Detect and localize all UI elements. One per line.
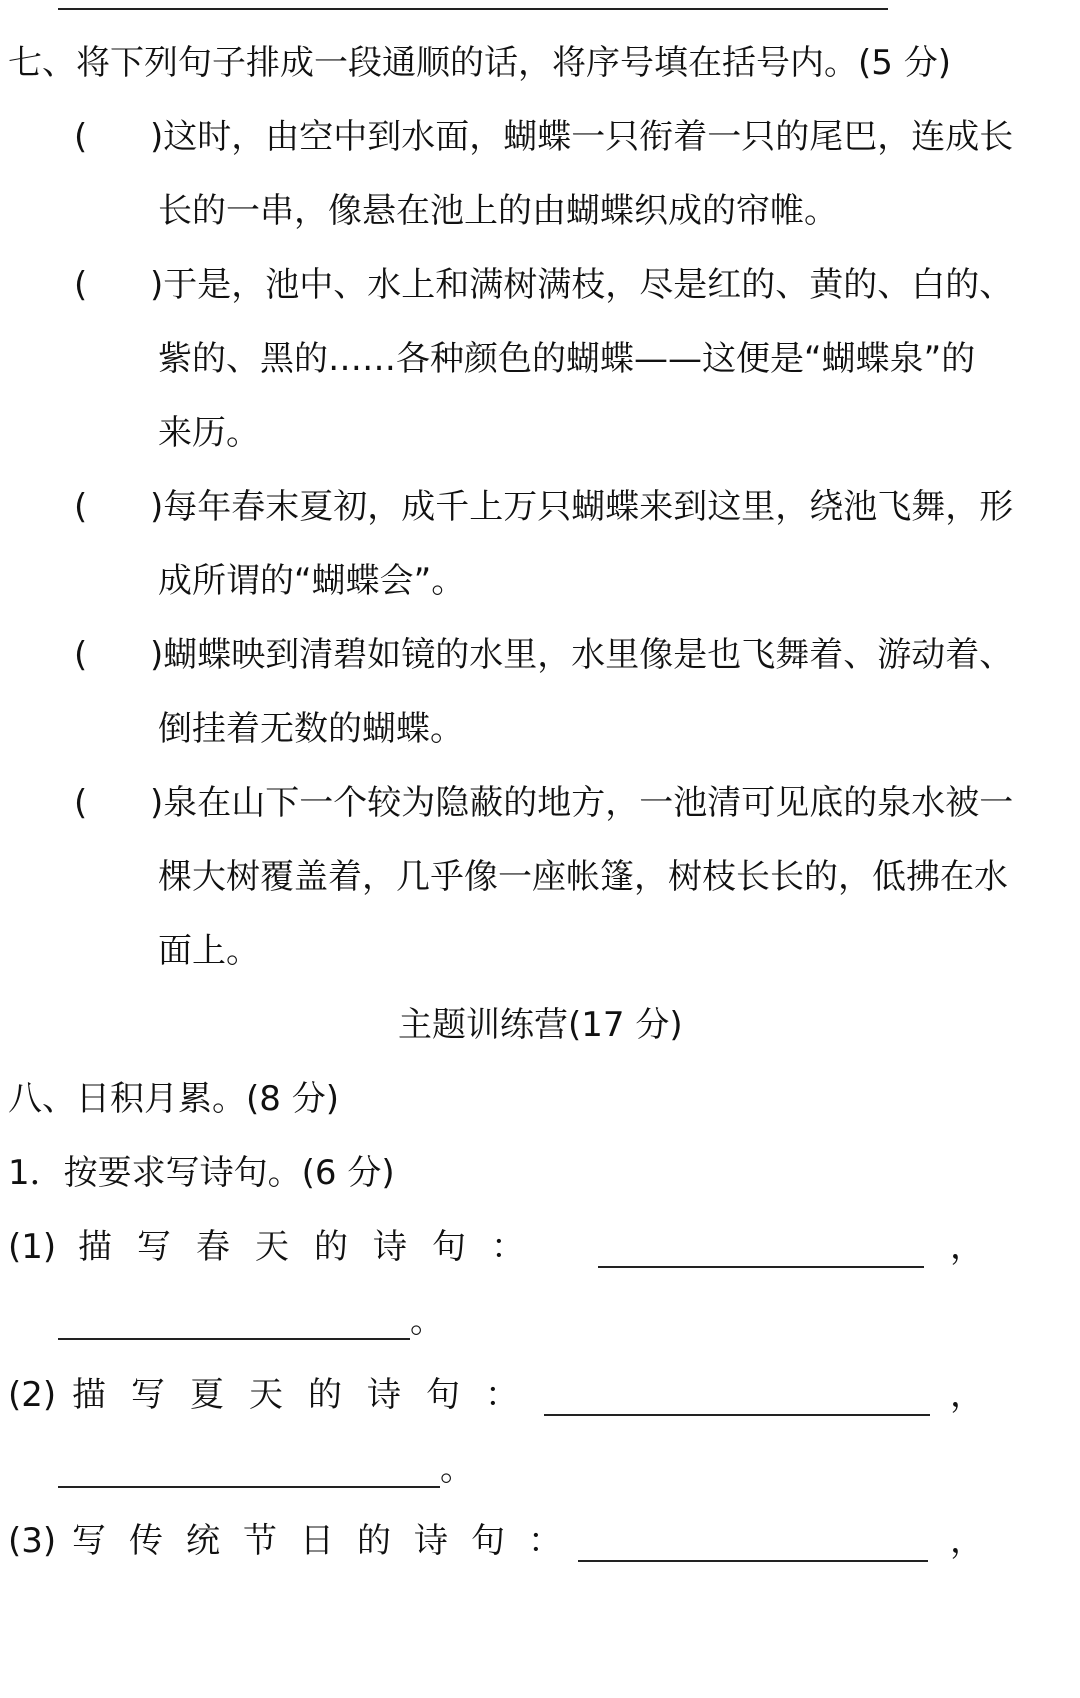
subq-label: 描写春天的诗句： <box>78 1227 550 1267</box>
answer-paren[interactable]: ( <box>74 265 88 305</box>
subq-label: 描写夏天的诗句： <box>72 1375 544 1415</box>
sentence-line: )于是，池中、水上和满树满枝，尽是红的、黄的、白的、 <box>150 265 1014 305</box>
section7-heading: 七、将下列句子排成一段通顺的话，将序号填在括号内。(5 分) <box>8 43 951 83</box>
comma: ， <box>950 1521 984 1561</box>
period: 。 <box>410 1301 444 1341</box>
subq-number: (1) <box>8 1227 57 1267</box>
answer-paren[interactable]: ( <box>74 635 88 675</box>
theme-title: 主题训练营(17 分) <box>398 1005 683 1045</box>
answer-blank[interactable] <box>58 1486 440 1488</box>
answer-paren[interactable]: ( <box>74 487 88 527</box>
sentence-line: 长的一串，像悬在池上的由蝴蝶织成的帘帷。 <box>158 191 838 231</box>
sentence-line: )蝴蝶映到清碧如镜的水里，水里像是也飞舞着、游动着、 <box>150 635 1014 675</box>
answer-blank[interactable] <box>544 1414 930 1416</box>
sentence-line: 来历。 <box>158 413 260 453</box>
sentence-line: 面上。 <box>158 931 260 971</box>
sentence-line: )这时，由空中到水面，蝴蝶一只衔着一只的尾巴，连成长 <box>150 117 1014 157</box>
comma: ， <box>950 1375 984 1415</box>
subq-label: 写传统节日的诗句： <box>72 1521 585 1561</box>
answer-blank[interactable] <box>598 1266 924 1268</box>
sentence-line: )泉在山下一个较为隐蔽的地方，一池清可见底的泉水被一 <box>150 783 1014 823</box>
sentence-line: 成所谓的“蝴蝶会”。 <box>158 561 466 601</box>
sentence-line: 棵大树覆盖着，几乎像一座帐篷，树枝长长的，低拂在水 <box>158 857 1008 897</box>
answer-blank[interactable] <box>58 1338 410 1340</box>
comma: ， <box>950 1227 984 1267</box>
section8-heading: 八、日积月累。(8 分) <box>8 1079 339 1119</box>
top-answer-line <box>58 8 888 10</box>
subq-number: (2) <box>8 1375 57 1415</box>
subq-number: (3) <box>8 1521 57 1561</box>
period: 。 <box>440 1449 474 1489</box>
answer-paren[interactable]: ( <box>74 783 88 823</box>
question-1: 1．按要求写诗句。(6 分) <box>8 1153 395 1193</box>
sentence-line: 紫的、黑的……各种颜色的蝴蝶——这便是“蝴蝶泉”的 <box>158 339 976 379</box>
answer-blank[interactable] <box>578 1560 928 1562</box>
sentence-line: )每年春末夏初，成千上万只蝴蝶来到这里，绕池飞舞，形 <box>150 487 1014 527</box>
sentence-line: 倒挂着无数的蝴蝶。 <box>158 709 464 749</box>
answer-paren[interactable]: ( <box>74 117 88 157</box>
